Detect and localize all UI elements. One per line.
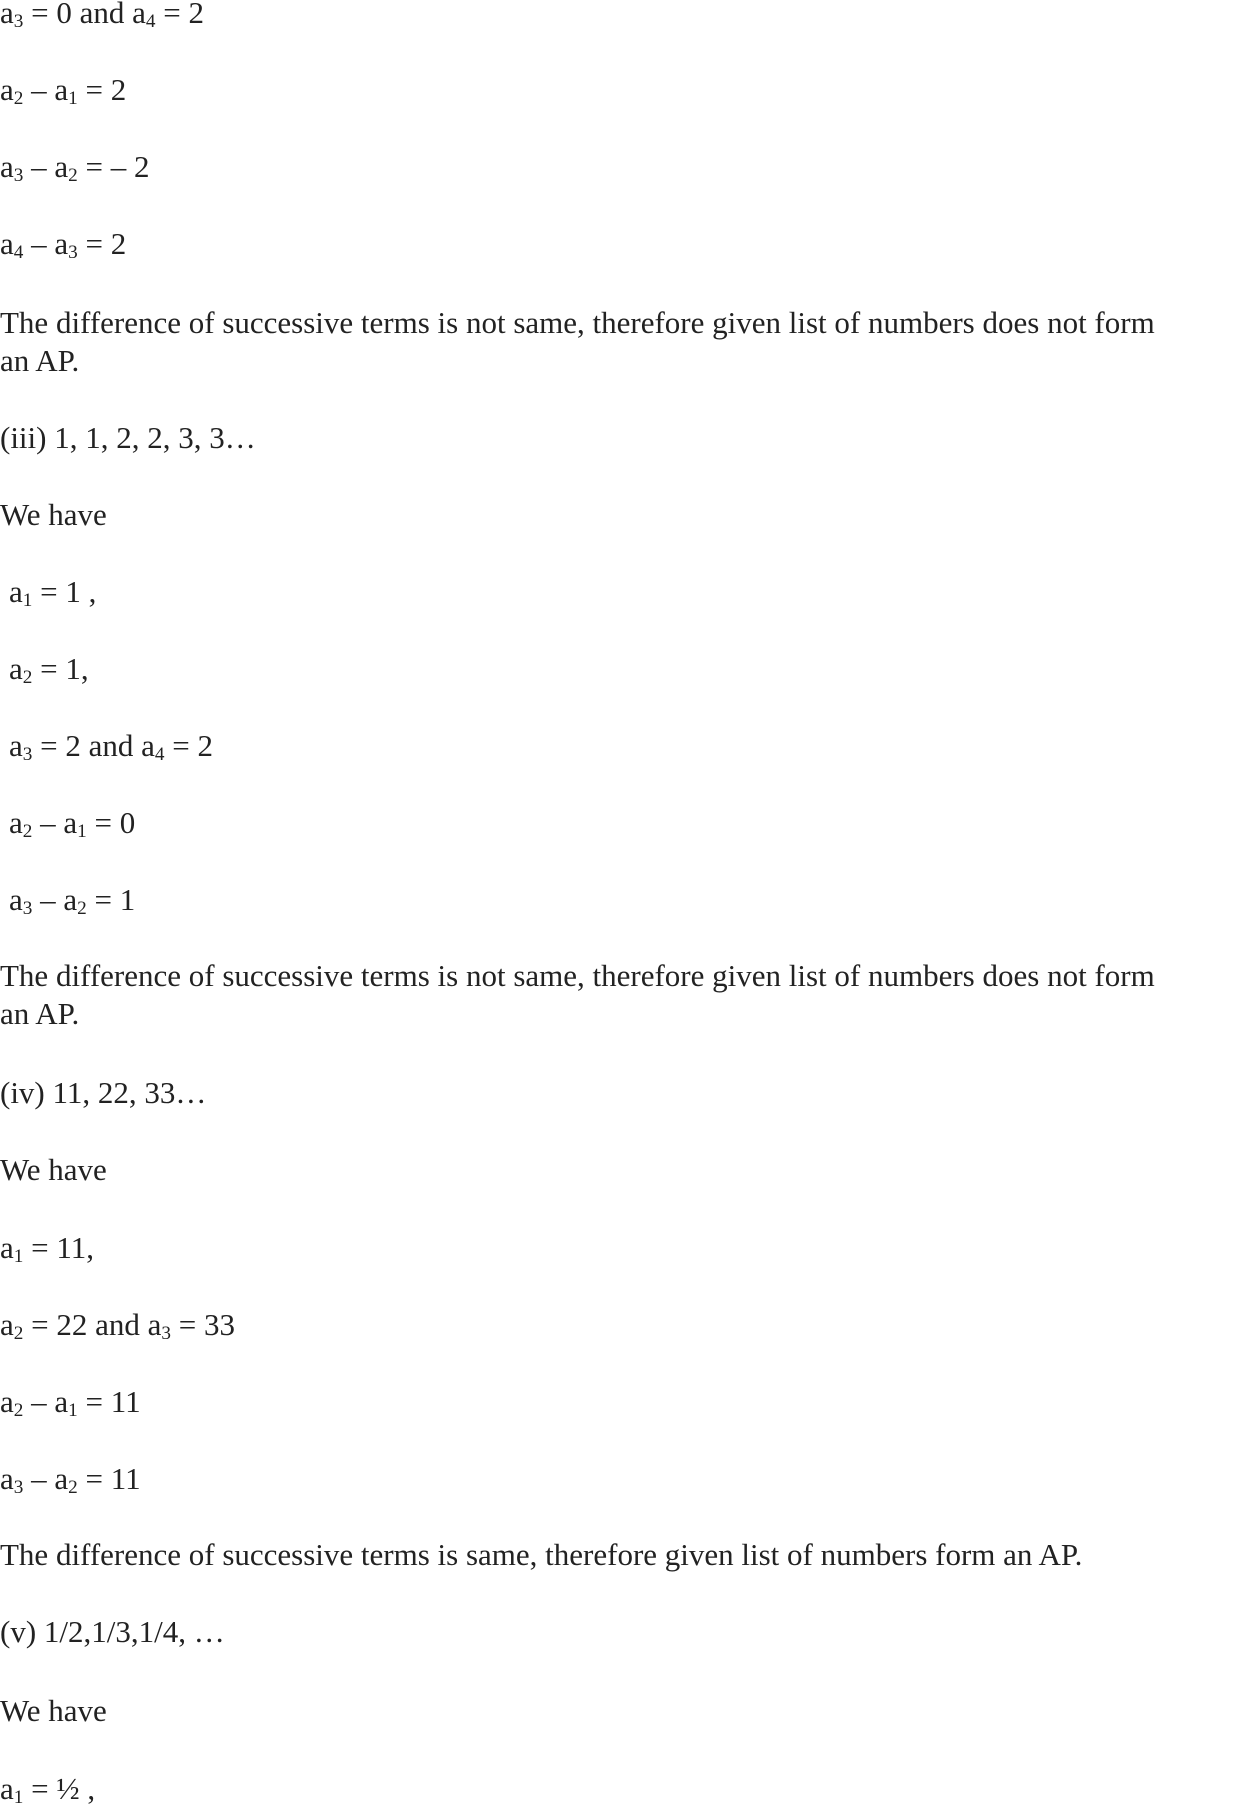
eq-text: = 2 and a: [32, 728, 155, 763]
eq-subscript: 2: [13, 88, 24, 110]
eq-text: a: [9, 805, 23, 840]
eq-subscript: 2: [77, 898, 87, 920]
eq-subscript: 2: [68, 165, 78, 187]
eq-subscript: 1: [68, 88, 78, 110]
eq-text: = 11: [77, 1384, 141, 1419]
equation-a1: [0, 1229, 94, 1267]
eq-subscript: 3: [22, 898, 33, 920]
equation-diff-a3-a2: [9, 881, 135, 919]
part-v-heading: (v) 1/2,1/3,1/4, …: [0, 1614, 225, 1649]
eq-subscript: 2: [13, 1323, 24, 1345]
conclusion-line: an AP.: [0, 343, 80, 378]
eq-text: a: [9, 574, 23, 609]
equation-diff-a2-a1: [0, 1383, 141, 1421]
eq-text: a: [9, 882, 23, 917]
eq-subscript: 4: [154, 744, 165, 766]
eq-subscript: 3: [13, 1477, 24, 1499]
equation-diff-a3-a2: [0, 148, 149, 186]
equation-diff-a3-a2: [0, 1460, 141, 1498]
we-have-label: We have: [0, 497, 107, 532]
eq-subscript: 3: [161, 1323, 171, 1345]
eq-subscript: 3: [13, 11, 24, 33]
eq-text: = 1 ,: [32, 574, 97, 609]
equation-a1: [0, 1770, 95, 1808]
eq-text: = ½ ,: [23, 1771, 96, 1806]
eq-subscript: 1: [13, 1787, 24, 1808]
eq-text: – a: [32, 805, 78, 840]
eq-subscript: 3: [22, 744, 33, 766]
eq-text: = 2: [77, 72, 127, 107]
eq-text: = 11,: [23, 1230, 94, 1265]
eq-subscript: 4: [13, 242, 24, 264]
we-have-label: We have: [0, 1152, 107, 1187]
eq-text: = 1: [86, 882, 136, 917]
eq-text: – a: [23, 1384, 69, 1419]
eq-text: a: [0, 1771, 14, 1806]
eq-text: a: [0, 1307, 14, 1342]
equation-a2-a3: [0, 1306, 235, 1344]
equation-a3-a4: [0, 0, 204, 32]
eq-text: = 0 and a: [23, 0, 146, 30]
eq-text: a: [9, 651, 23, 686]
equation-a3-a4: [9, 727, 213, 765]
eq-text: = 0: [86, 805, 136, 840]
eq-text: – a: [23, 72, 69, 107]
eq-text: a: [0, 1461, 14, 1496]
eq-subscript: 2: [13, 1400, 24, 1422]
eq-subscript: 1: [77, 821, 87, 843]
eq-subscript: 1: [22, 590, 33, 612]
eq-text: = 33: [171, 1307, 235, 1342]
eq-text: = 2: [155, 0, 204, 30]
eq-text: a: [0, 1384, 14, 1419]
eq-subscript: 3: [68, 242, 78, 264]
eq-text: = 1,: [32, 651, 89, 686]
part-iii-heading: (iii) 1, 1, 2, 2, 3, 3…: [0, 420, 256, 455]
eq-subscript: 2: [68, 1477, 78, 1499]
eq-subscript: 4: [145, 11, 156, 33]
eq-text: – a: [23, 1461, 69, 1496]
conclusion-line: an AP.: [0, 996, 80, 1031]
conclusion-paragraph: [0, 957, 1252, 1033]
eq-subscript: 1: [68, 1400, 78, 1422]
eq-text: a: [0, 149, 14, 184]
eq-text: = 22 and a: [23, 1307, 162, 1342]
eq-text: a: [0, 1230, 14, 1265]
equation-diff-a2-a1: [9, 804, 135, 842]
part-iv-heading: (iv) 11, 22, 33…: [0, 1075, 207, 1110]
eq-text: = – 2: [77, 149, 150, 184]
we-have-label: We have: [0, 1693, 107, 1728]
eq-text: = 2: [164, 728, 213, 763]
conclusion-line: The difference of successive terms is same, therefore given list of numbers form an AP.: [0, 1537, 1083, 1572]
eq-text: a: [0, 226, 14, 261]
eq-text: a: [0, 0, 14, 30]
eq-text: a: [9, 728, 23, 763]
eq-text: – a: [23, 226, 69, 261]
eq-text: = 11: [77, 1461, 141, 1496]
eq-text: – a: [32, 882, 78, 917]
equation-a2: [9, 650, 89, 688]
eq-subscript: 2: [22, 821, 33, 843]
eq-subscript: 3: [13, 165, 24, 187]
equation-a1: [9, 573, 96, 611]
eq-text: a: [0, 72, 14, 107]
eq-text: = 2: [77, 226, 127, 261]
conclusion-line: The difference of successive terms is not same, therefore given list of numbers does not form: [0, 305, 1155, 340]
equation-diff-a2-a1: [0, 71, 126, 109]
conclusion-line: The difference of successive terms is not same, therefore given list of numbers does not form: [0, 958, 1155, 993]
conclusion-paragraph: [0, 304, 1252, 380]
eq-subscript: 1: [13, 1246, 24, 1268]
eq-subscript: 2: [22, 667, 33, 689]
eq-text: – a: [23, 149, 69, 184]
equation-diff-a4-a3: [0, 225, 126, 263]
